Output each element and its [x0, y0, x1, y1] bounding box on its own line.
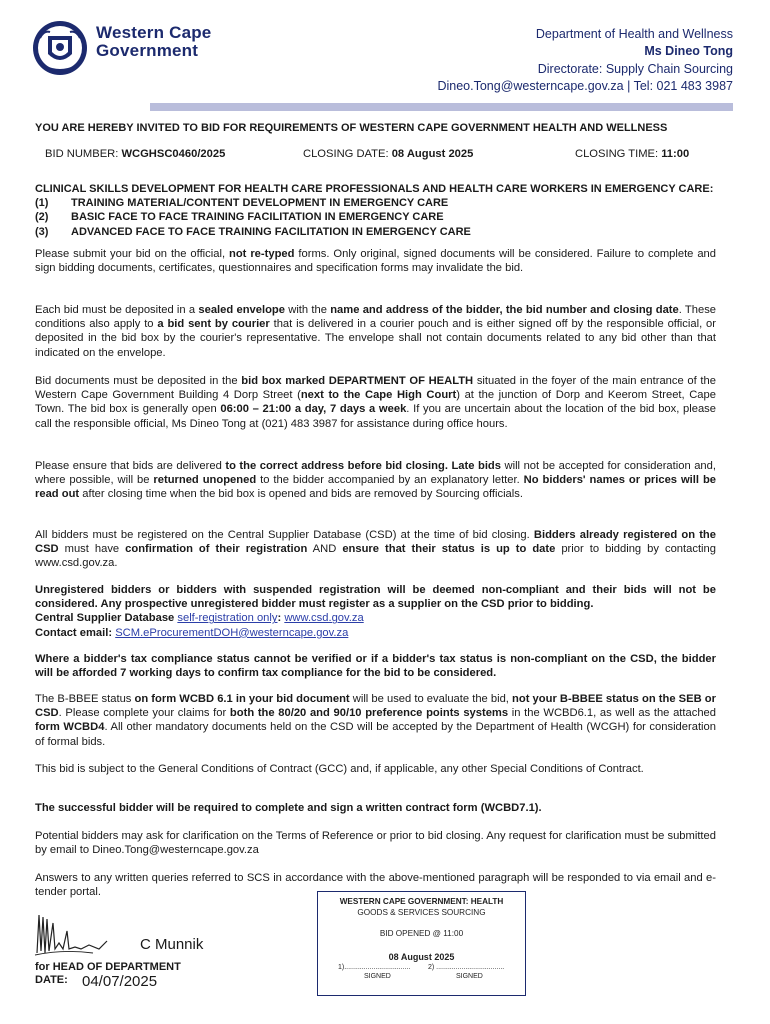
text-bold: next to the Cape High Court [300, 389, 457, 402]
bid-number [45, 148, 225, 160]
text-bold: not re-typed [229, 248, 295, 260]
text-bold: on form WCBD 6.1 in your bid document [134, 693, 350, 705]
paragraph-csd-registration [35, 528, 716, 571]
paragraph-contract-form: The successful bidder will be required to complete and sign a written contract form (WCBD7.1). [35, 802, 542, 814]
text: Please ensure that bids are delivered [35, 460, 226, 472]
logo-line-1: Western Cape [96, 23, 212, 42]
text-bold: a bid sent by courier [157, 318, 270, 331]
header-rule [150, 103, 733, 111]
text: will not be accepted for consideration and, where possible, will be [35, 460, 716, 487]
text-bold: to the correct address before bid closing. Late bids [225, 460, 501, 472]
closing-time-value: 11:00 [661, 148, 690, 160]
bid-subject [35, 182, 735, 239]
text-bold: No bidders' names or prices will be read out [35, 474, 717, 501]
text: must have [58, 543, 126, 556]
text: Bid documents must be deposited in the [35, 375, 242, 387]
subject-item-number: (1) [35, 197, 49, 210]
text-bold: bid box marked DEPARTMENT OF HEALTH [241, 375, 474, 387]
text: prior to bidding by contacting www.csd.gov.za. [35, 543, 716, 570]
text-bold: confirmation of their registration [125, 543, 308, 556]
text: ) at the junction of Dorp and Keerom Street, Cape Town. The bid box is generally open [35, 389, 716, 416]
text-bold: both the 80/20 and 90/10 preference points systems [229, 707, 509, 720]
text-bold: 06:00 – 21:00 a day, 7 days a week [220, 403, 407, 416]
invitation-heading: YOU ARE HEREBY INVITED TO BID FOR REQUIREMENTS OF WESTERN CAPE GOVERNMENT HEALTH AND WELLNESS [35, 122, 668, 134]
handwritten-signature [33, 903, 113, 963]
paragraph-unregistered-bidders [35, 583, 716, 640]
paragraph-bid-box [35, 374, 716, 431]
text: . Please complete your claims for [58, 707, 230, 720]
closing-date [303, 148, 473, 160]
department-contact-block [437, 26, 733, 96]
paragraph-official-forms [35, 247, 716, 275]
subject-item [35, 210, 735, 224]
stamp-signature-line-2: 2) ................................... [428, 964, 505, 971]
text-bold: returned unopened [153, 474, 257, 487]
bid-number-value: WCGHSC0460/2025 [121, 148, 226, 160]
subject-item-number: (3) [35, 225, 49, 238]
western-cape-coat-of-arms-logo [30, 18, 90, 78]
stamp-signed-label-1: SIGNED [364, 973, 391, 980]
date-label: DATE: [35, 974, 68, 986]
text: The B-BBEE status [35, 693, 135, 705]
text-bold: sealed envelope [198, 304, 285, 316]
closing-time [575, 148, 689, 160]
text-bold: Central Supplier Database [35, 612, 178, 625]
paragraph-clarification: Potential bidders may ask for clarification on the Terms of Reference or prior to bid closing. Any request for clarification must be submitted by email to Dineo.Tong@westerncape.gov.za [35, 830, 716, 857]
bid-number-label: BID NUMBER: [45, 148, 119, 160]
text: after closing time when the bid box is opened and bids are removed by Sourcing officials. [79, 488, 523, 501]
closing-date-label: CLOSING DATE: [303, 148, 389, 160]
logo-line-2: Government [96, 41, 199, 60]
text-bold: name and address of the bidder, the bid number and closing date [330, 304, 679, 316]
text-bold: form WCBD4 [35, 721, 105, 734]
contact-email-link[interactable]: SCM.eProcurementDOH@westerncape.gov.za [115, 626, 349, 639]
paragraph-gcc: This bid is subject to the General Conditions of Contract (GCC) and, if applicable, any other Special Conditions of Contract. [35, 763, 644, 775]
csd-website-link[interactable]: www.csd.gov.za [284, 612, 364, 625]
text: will be used to evaluate the bid, [349, 693, 513, 705]
text: forms. Only original, signed documents will be considered. Failure to complete and sign bidding documents, certificates, questionnaires and specification forms may invalidate the bid. [35, 248, 717, 275]
text-bold: Contact email: [35, 626, 116, 639]
contact-details: Dineo.Tong@westerncape.gov.za | Tel: 021 483 3987 [437, 79, 733, 94]
subject-item-number: (2) [35, 211, 49, 224]
paragraph-sealed-envelope [35, 303, 716, 360]
department-name: Department of Health and Wellness [535, 27, 733, 41]
paragraph-late-bids [35, 459, 716, 502]
text-bold: Unregistered bidders or bidders with suspended registration will be deemed non-compliant and their bids will not be considered. Any prospective unregistered bidder must register as a supplier on the CSD prior to bidding. [35, 584, 716, 611]
text: that is delivered in a courier pouch and is either signed off by the responsible official, or deposited in the bid box by the courier's representative. The envelope shall not contain documents related to any bid other than that indicated on the envelope. [35, 318, 716, 359]
paragraph-answers: Answers to any written queries referred to SCS in accordance with the above-mentioned paragraph will be responded to via email and e-tender portal. [35, 872, 716, 899]
for-head-of-department: for HEAD OF DEPARTMENT [35, 961, 181, 973]
paragraph-tax-compliance: Where a bidder's tax compliance status cannot be verified or if a bidder's tax status is non-compliant on the CSD, the bidder will be afforded 7 working days to confirm tax compliance for the bid to be considered. [35, 653, 716, 680]
text: in the WCBD6.1, as well as the attached [508, 707, 716, 720]
text-bold: ensure that their status is up to date [342, 543, 556, 556]
subject-item-text: TRAINING MATERIAL/CONTENT DEVELOPMENT IN EMERGENCY CARE [71, 197, 449, 210]
text: . If you are uncertain about the location of the bid box, please call the responsible official, Ms Dineo Tong at (021) 483 3987 for assistance during office hours. [35, 403, 716, 430]
text: All bidders must be registered on the Central Supplier Database (CSD) at the time of bid closing. [35, 529, 534, 541]
signature-date: 04/07/2025 [82, 973, 158, 990]
stamp-signed-label-2: SIGNED [456, 973, 483, 980]
closing-time-label: CLOSING TIME: [575, 148, 659, 160]
stamp-signature-line-1: 1).................................. [338, 964, 411, 971]
text: with the [284, 304, 331, 316]
stamp-date: 08 August 2025 [388, 952, 455, 962]
text-bold: not your B-BBEE status on the SEB or CSD [35, 693, 716, 720]
subject-title: CLINICAL SKILLS DEVELOPMENT FOR HEALTH CARE PROFESSIONALS AND HEALTH CARE WORKERS IN EMERGENCY CARE: [35, 183, 714, 195]
text: AND [307, 543, 343, 556]
text-bold: Bidders already registered on the CSD [35, 529, 716, 556]
logo-wordmark [96, 24, 211, 60]
subject-item-text: ADVANCED FACE TO FACE TRAINING FACILITATION IN EMERGENCY CARE [71, 225, 471, 238]
text: Please submit your bid on the official, [35, 248, 229, 260]
stamp-line-2: GOODS & SERVICES SOURCING [357, 908, 486, 917]
paragraph-bbbee [35, 692, 716, 749]
text-bold: : [277, 612, 285, 625]
text: Each bid must be deposited in a [35, 304, 199, 316]
official-name: Ms Dineo Tong [644, 44, 733, 59]
text: . All other mandatory documents held on the CSD will be accepted by the Department of Health (WCGH) for consideration of formal bids. [35, 721, 716, 748]
stamp-line-3: BID OPENED @ 11:00 [379, 929, 464, 938]
self-registration-link[interactable]: self-registration only [177, 612, 278, 625]
subject-item [35, 225, 735, 239]
text: situated in the foyer of the main entrance of the Western Cape Government Building 4 Dorp Street ( [35, 375, 716, 402]
directorate: Directorate: Supply Chain Sourcing [537, 61, 733, 76]
text: . These conditions also apply to [35, 304, 717, 331]
subject-item [35, 196, 735, 210]
signatory-name: C Munnik [140, 936, 204, 953]
subject-item-text: BASIC FACE TO FACE TRAINING FACILITATION IN EMERGENCY CARE [71, 211, 444, 224]
bid-opened-stamp [317, 891, 526, 996]
closing-date-value: 08 August 2025 [391, 148, 474, 160]
text: to the bidder accompanied by an explanatory letter. [256, 474, 524, 487]
stamp-line-1: WESTERN CAPE GOVERNMENT: HEALTH [339, 897, 504, 906]
